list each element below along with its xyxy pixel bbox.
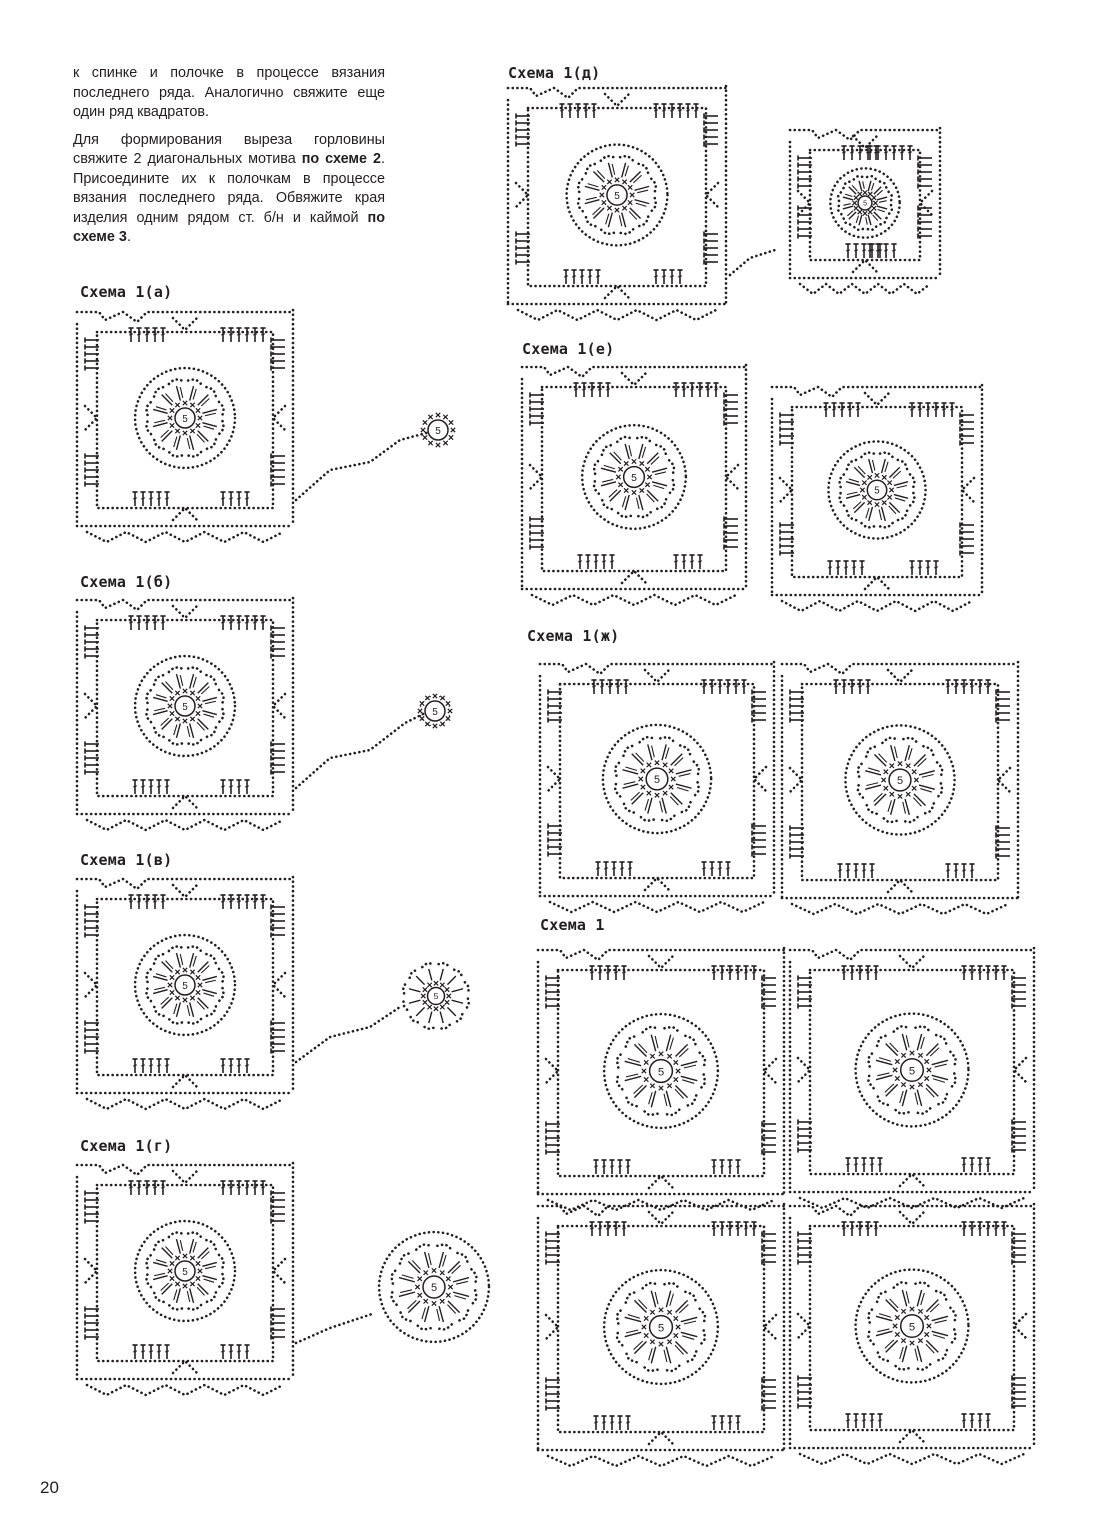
chart-1v — [60, 867, 500, 1127]
diagram-label-1: Схема 1 — [540, 916, 605, 934]
svg-text:5: 5 — [182, 1266, 188, 1278]
svg-text:5: 5 — [896, 775, 904, 788]
svg-text:5: 5 — [182, 701, 188, 713]
svg-text:5: 5 — [657, 1322, 665, 1335]
svg-text:5: 5 — [908, 1065, 916, 1078]
svg-text:5: 5 — [435, 425, 441, 437]
svg-text:5: 5 — [653, 774, 661, 787]
svg-text:5: 5 — [863, 200, 867, 208]
svg-text:5: 5 — [657, 1066, 665, 1079]
diagram-label-1a: Схема 1(а) — [80, 283, 173, 301]
chart-1b — [60, 588, 460, 838]
scheme-3-reference: по схеме 3 — [73, 209, 385, 245]
diagram-label-1d: Схема 1(д) — [508, 64, 601, 82]
svg-text:5: 5 — [432, 706, 438, 718]
diagram-label-1b: Схема 1(б) — [80, 573, 173, 591]
svg-text:5: 5 — [430, 1282, 438, 1295]
intro-paragraph-1: к спинке и полочке в процессе вязания последнего ряда. Аналогично свяжите еще один ряд квадратов. — [73, 65, 385, 120]
scheme-2-reference: по схеме 2 — [301, 151, 381, 167]
svg-text:5: 5 — [182, 413, 188, 425]
svg-text:5: 5 — [908, 1321, 916, 1334]
intro-paragraph-2: Для формирования выреза горловины свяжите 2 диагональных мотива по схеме 2. Присоедините их к полочкам в процессе вязания последнего ряда. Обвяжите края изделия одним рядом ст. б/н и каймой по схеме 3. — [73, 131, 385, 245]
page-number: 20 — [40, 1478, 59, 1497]
svg-text:5: 5 — [631, 472, 637, 484]
diagram-label-1e: Схема 1(е) — [522, 340, 615, 358]
diagram-label-1v: Схема 1(в) — [80, 851, 173, 869]
diagram-label-1g: Схема 1(г) — [80, 1137, 173, 1155]
svg-text:5: 5 — [182, 980, 188, 992]
chart-1-full — [530, 940, 1050, 1460]
chart-1a — [60, 300, 460, 560]
chart-1g — [60, 1153, 510, 1418]
svg-text:5: 5 — [614, 190, 620, 202]
chart-1e — [510, 357, 1010, 612]
intro-text — [73, 64, 385, 256]
svg-text:5: 5 — [433, 991, 439, 1002]
svg-text:5: 5 — [874, 485, 880, 497]
chart-1zh — [530, 652, 1030, 902]
diagram-label-1zh: Схема 1(ж) — [527, 627, 620, 645]
chart-1d — [500, 80, 960, 335]
